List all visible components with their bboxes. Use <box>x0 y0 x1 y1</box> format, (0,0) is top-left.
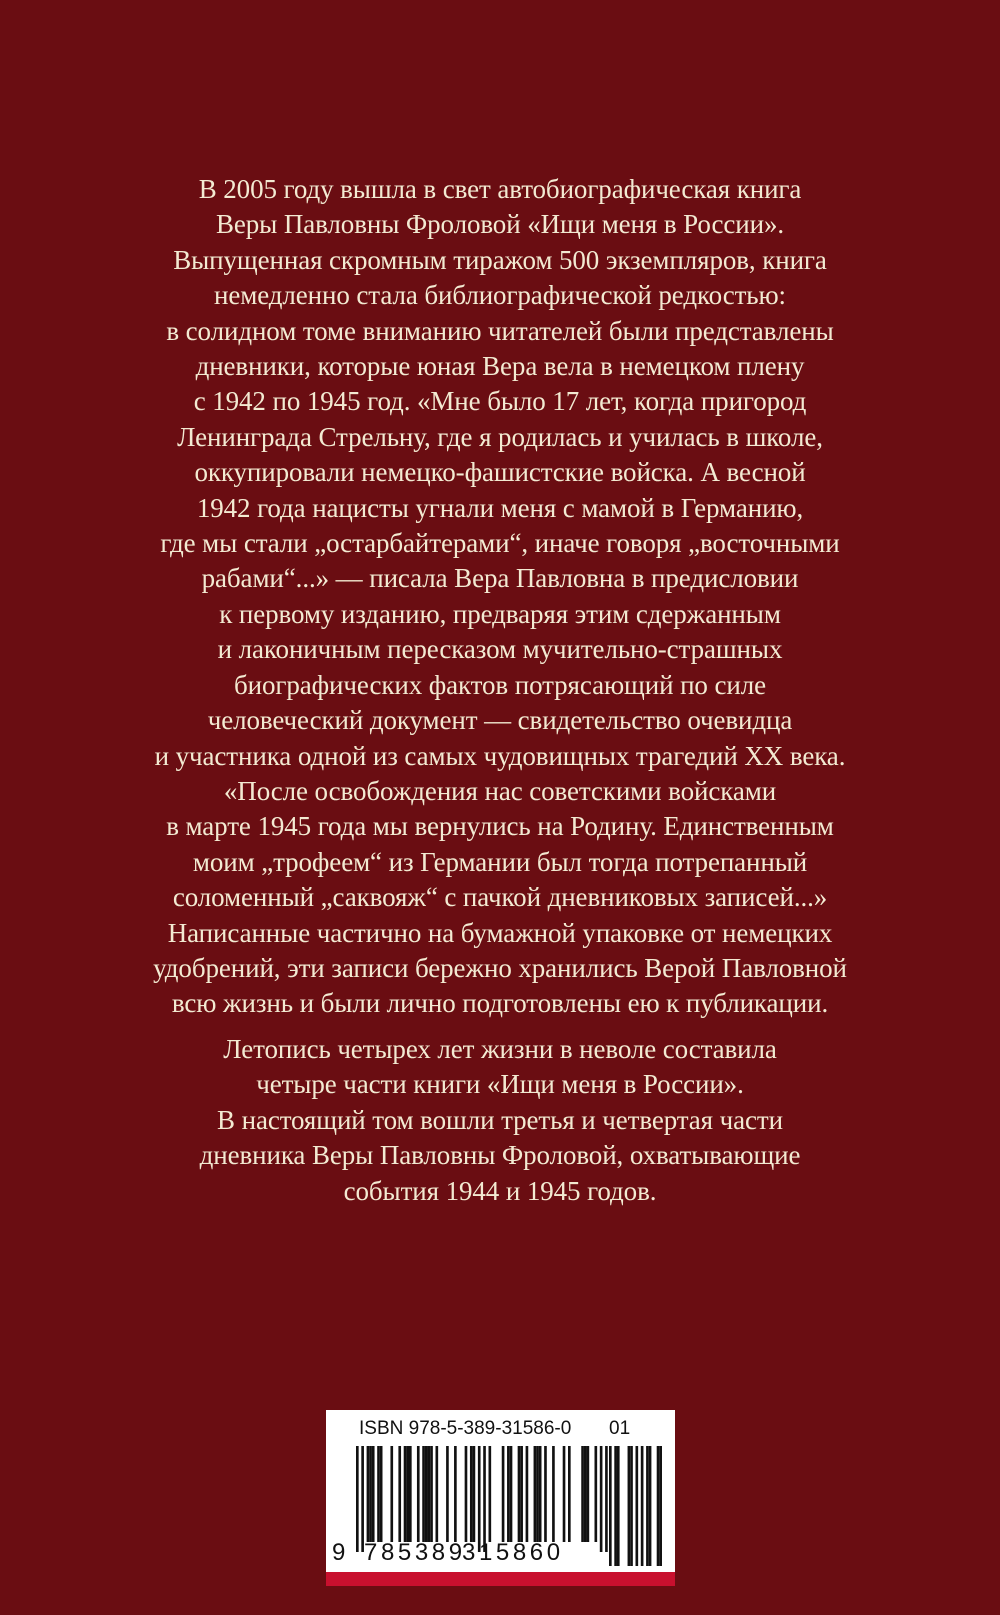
barcode-bar <box>465 1446 468 1542</box>
barcode-bar <box>454 1446 457 1542</box>
paragraph2-line: четыре части книги «Ищи меня в России». <box>256 1069 744 1100</box>
barcode-bar <box>430 1446 433 1542</box>
barcode-bar <box>361 1446 364 1552</box>
barcode-bar <box>510 1446 513 1542</box>
barcode-bar <box>356 1446 359 1552</box>
paragraph1-line: в солидном томе вниманию читателей были представлены <box>166 315 834 346</box>
barcode-bar <box>372 1446 375 1542</box>
barcode-bar <box>534 1446 537 1542</box>
barcode-bar <box>605 1446 608 1552</box>
paragraph1-line: Выпущенная скромным тиражом 500 экземпляров, книга <box>173 244 827 275</box>
paragraph2-line: события 1944 и 1945 годов. <box>343 1175 657 1206</box>
paragraph1-line: в марте 1945 года мы вернулись на Родину. Единственным <box>166 811 834 842</box>
barcode-addon-bar <box>641 1446 644 1566</box>
paragraph1-line: 1942 года нацисты угнали меня с мамой в Германию, <box>196 492 804 523</box>
barcode-bar <box>595 1446 598 1542</box>
barcode-bar <box>518 1446 521 1542</box>
barcode-addon-bar <box>628 1446 631 1566</box>
annotation-paragraph-1 <box>100 172 900 1022</box>
barcode-bar <box>409 1446 412 1542</box>
barcode-addon-code: 01 <box>609 1418 631 1439</box>
paragraph1-line: человеческий документ — свидетельство очевидца <box>207 705 793 736</box>
barcode-bar <box>398 1446 401 1542</box>
barcode-bar <box>520 1446 523 1542</box>
barcode-bar <box>544 1446 547 1542</box>
barcode-bar <box>584 1446 587 1542</box>
paragraph1-line: Ленинграда Стрельну, где я родилась и училась в школе, <box>177 421 823 452</box>
barcode-bar <box>428 1446 431 1542</box>
barcode-bar <box>404 1446 407 1542</box>
barcode-addon-bar <box>636 1446 639 1566</box>
paragraph1-line: В 2005 году вышла в свет автобиографическая книга <box>198 174 802 204</box>
barcode-bar <box>552 1446 555 1542</box>
barcode-bar <box>377 1446 380 1542</box>
barcode-bar <box>478 1446 481 1552</box>
barcode-bar <box>568 1446 571 1542</box>
barcode-bar <box>507 1446 510 1542</box>
paragraph1-line: к первому изданию, предваряя этим сдержанным <box>219 598 781 629</box>
barcode-addon-bar <box>617 1446 620 1566</box>
barcode-bar <box>470 1446 473 1542</box>
paragraph1-line: «После освобождения нас советскими войсками <box>223 775 777 806</box>
paragraph2-line: дневника Веры Павловны Фроловой, охватывающие <box>199 1140 801 1171</box>
paragraph1-line: дневники, которые юная Вера вела в немецком плену <box>195 351 805 382</box>
barcode-digit-first: 9 <box>332 1539 349 1566</box>
paragraph1-line: и лаконичным пересказом мучительно-страшных <box>217 634 783 665</box>
paragraph1-line: с 1942 по 1945 год. «Мне было 17 лет, когда пригород <box>193 386 807 417</box>
barcode-bar <box>563 1446 566 1542</box>
barcode-bar <box>380 1446 383 1542</box>
barcode-addon-bar <box>609 1446 612 1566</box>
paragraph1-line: оккупировали немецко-фашистские войска. А весной <box>194 457 806 488</box>
barcode-bar <box>539 1446 542 1542</box>
barcode-bar <box>536 1446 539 1542</box>
barcode-bar <box>446 1446 449 1542</box>
annotation-paragraph-2 <box>100 1032 900 1209</box>
paragraph1-line: Веры Павловны Фроловой «Ищи меня в России». <box>215 209 785 240</box>
paragraph1-line: и участника одной из самых чудовищных трагедий XX века. <box>154 740 846 771</box>
barcode-addon-bar <box>657 1446 660 1566</box>
barcode-bar <box>369 1446 372 1542</box>
barcode-bar <box>489 1446 492 1542</box>
paragraph2-line: В настоящий том вошли третья и четвертая части <box>217 1104 783 1135</box>
paragraph1-line: всю жизнь и были лично подготовлены ею к публикации. <box>171 988 829 1019</box>
barcode-bar <box>422 1446 425 1542</box>
paragraph1-line: биографических фактов потрясающий по силе <box>234 669 766 700</box>
barcode-bar <box>526 1446 529 1542</box>
barcode-bar <box>581 1446 584 1542</box>
paragraph1-line: немедленно стала библиографической редкостью: <box>214 280 786 311</box>
barcode-bar <box>390 1446 393 1542</box>
barcode-addon-bar <box>646 1446 649 1566</box>
barcode-bar <box>417 1446 420 1542</box>
isbn-barcode <box>326 1410 675 1586</box>
barcode-addon-bar <box>630 1446 633 1566</box>
paragraph1-line: соломенный „саквояж“ с пачкой дневниковых записей...» <box>172 882 828 913</box>
barcode-bar <box>436 1446 439 1542</box>
paragraph2-line: Летопись четырех лет жизни в неволе составила <box>223 1034 777 1064</box>
isbn-label: ISBN 978-5-389-31586-0 <box>359 1418 572 1439</box>
barcode-red-stripe <box>326 1572 675 1586</box>
barcode-digits-right: 315860 <box>462 1539 564 1566</box>
barcode-bar <box>406 1446 409 1542</box>
paragraph1-line: рабами“...» — писала Вера Павловна в предисловии <box>201 563 799 594</box>
barcode-bar <box>367 1446 370 1542</box>
barcode-bar <box>600 1446 603 1552</box>
paragraph1-line: где мы стали „остарбайтерами“, иначе говоря „восточными <box>160 528 840 559</box>
paragraph1-line: моим „трофеем“ из Германии был тогда потрепанный <box>192 846 808 877</box>
barcode-bar <box>502 1446 505 1542</box>
barcode-bar <box>473 1446 476 1542</box>
barcode-bar <box>483 1446 486 1552</box>
barcode-bar <box>425 1446 428 1542</box>
barcode-digits-left: 785389 <box>364 1539 466 1566</box>
barcode-addon-bar <box>614 1446 617 1566</box>
paragraph1-line: удобрений, эти записи бережно хранились Верой Павловной <box>153 952 847 983</box>
barcode-bar <box>587 1446 590 1542</box>
paragraph1-line: Написанные частично на бумажной упаковке от немецких <box>167 917 833 948</box>
barcode-addon-bar <box>659 1446 662 1566</box>
barcode-addon-bar <box>649 1446 652 1566</box>
